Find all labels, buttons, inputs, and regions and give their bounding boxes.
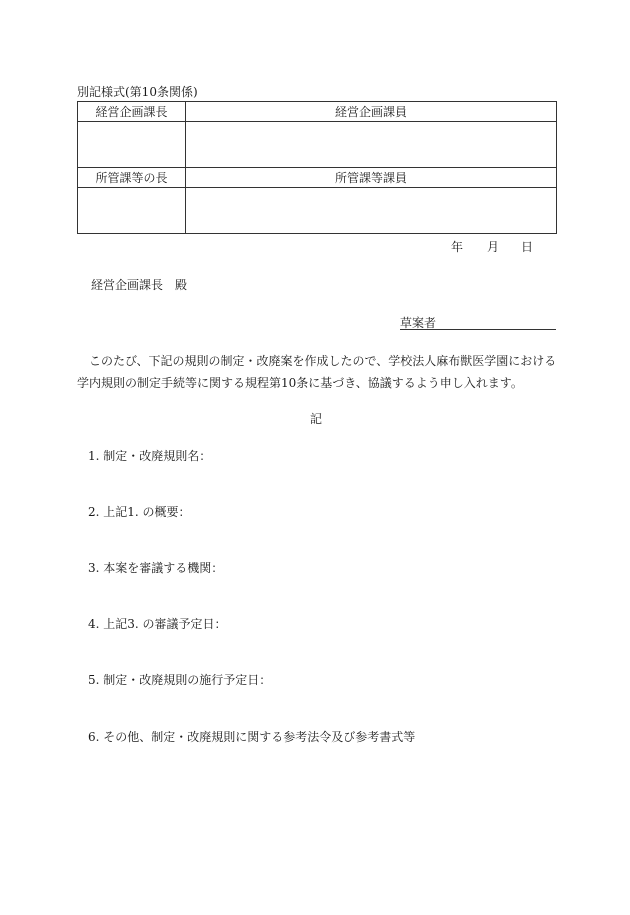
header-planning-chief: 経営企画課長	[78, 102, 186, 122]
table-stamp-row	[78, 188, 557, 234]
drafter-field[interactable]	[400, 314, 556, 330]
table-header-row	[78, 168, 557, 188]
item-overview: 2. 上記1. の概要：	[88, 505, 191, 519]
approval-table	[77, 101, 557, 234]
table-stamp-row	[78, 122, 557, 168]
item-rule-name: 1. 制定・改廃規則名：	[88, 449, 212, 463]
item-review-body: 3. 本案を審議する機関：	[88, 561, 224, 575]
date-month: 月	[487, 240, 500, 254]
drafter-label: 草案者	[400, 316, 437, 330]
body-line: 学内規則の制定手続等に関する規程第10条に基づき、協議するよう申し入れます。	[77, 376, 523, 390]
item-references: 6. その他、制定・改廃規則に関する参考法令及び参考書式等	[88, 730, 416, 744]
table-header-row	[78, 102, 557, 122]
body-line: このたび、下記の規則の制定・改廃案を作成したので、学校法人麻布獣医学園における	[77, 354, 557, 368]
body-text	[77, 350, 559, 394]
date-day: 日	[521, 240, 534, 254]
stamp-box-planning-chief[interactable]	[78, 122, 186, 168]
stamp-box-dept-head[interactable]	[78, 188, 186, 234]
header-planning-staff: 経営企画課員	[186, 102, 557, 122]
stamp-box-dept-staff[interactable]	[186, 188, 557, 234]
stamp-box-planning-staff[interactable]	[186, 122, 557, 168]
header-dept-head: 所管課等の長	[78, 168, 186, 188]
ki-heading: 記	[310, 412, 323, 426]
item-enforcement-date: 5. 制定・改廃規則の施行予定日：	[88, 673, 272, 687]
date-year: 年	[451, 240, 464, 254]
addressee: 経営企画課長 殿	[91, 278, 188, 292]
header-dept-staff: 所管課等課員	[186, 168, 557, 188]
item-review-date: 4. 上記3. の審議予定日：	[88, 617, 227, 631]
form-label: 別記様式(第10条関係)	[77, 85, 198, 99]
